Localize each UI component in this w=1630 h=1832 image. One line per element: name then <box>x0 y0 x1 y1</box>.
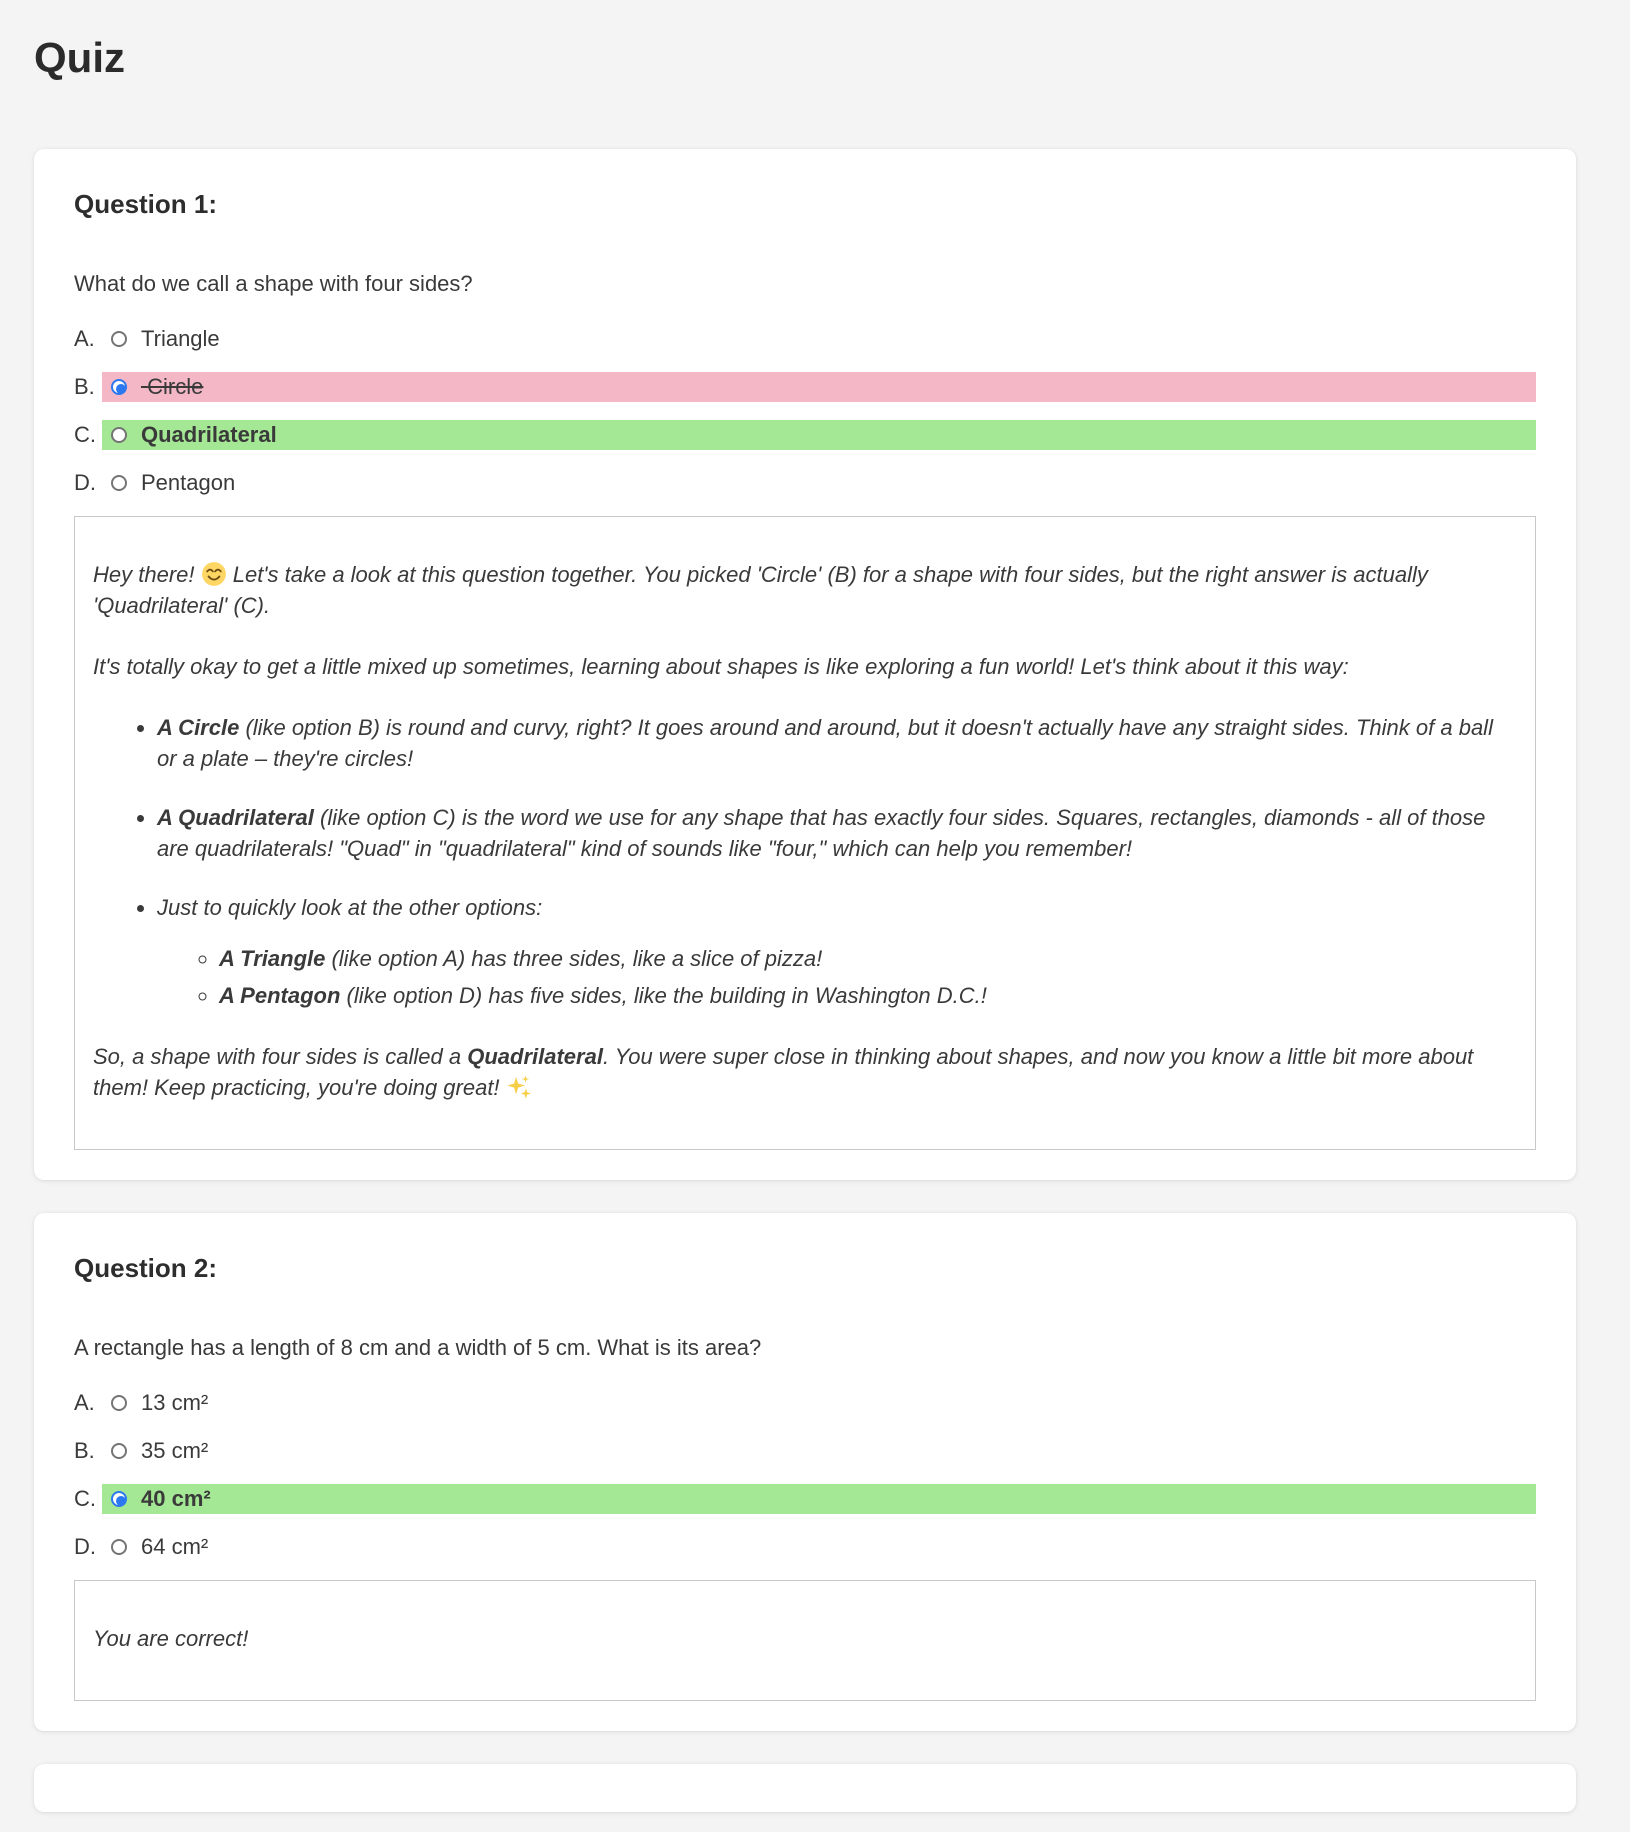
option-row <box>74 1484 1536 1514</box>
option-choice[interactable] <box>102 372 1536 402</box>
option-row <box>74 1436 1536 1466</box>
option-letter: B. <box>74 1438 95 1463</box>
option-label: Triangle <box>141 326 220 351</box>
smiling-face-emoji <box>201 562 227 587</box>
radio-button[interactable] <box>111 1443 127 1459</box>
option-label: 40 cm² <box>141 1486 211 1511</box>
option-choice[interactable] <box>102 420 1536 450</box>
question-card-partial <box>34 1764 1576 1812</box>
question-heading: Question 1: <box>74 189 218 219</box>
question-prompt: What do we call a shape with four sides? <box>74 271 473 296</box>
radio-button[interactable] <box>111 379 127 395</box>
option-choice[interactable] <box>102 468 1536 498</box>
sparkles-emoji <box>506 1075 532 1100</box>
feedback-bullet: ◦ A Pentagon (like option D) has five sides, like the building in Washington D.C.! <box>219 980 1517 1011</box>
quiz-main <box>34 149 1576 1812</box>
option-label: 35 cm² <box>141 1438 209 1463</box>
option-choice[interactable] <box>102 1484 1536 1514</box>
option-label: Quadrilateral <box>141 422 277 447</box>
options-list <box>74 324 1536 498</box>
option-row <box>74 420 1536 450</box>
radio-button[interactable] <box>111 1395 127 1411</box>
option-choice[interactable] <box>102 324 1536 354</box>
option-choice[interactable] <box>102 1532 1536 1562</box>
option-letter: C. <box>74 422 96 447</box>
question-card <box>34 149 1576 1180</box>
option-row <box>74 1388 1536 1418</box>
radio-button[interactable] <box>111 331 127 347</box>
radio-button[interactable] <box>111 475 127 491</box>
feedback-box: Hey there! Let's take a look at this question together. You picked 'Circle' (B) for a shape with four sides, but the right answer is actually 'Quadrilateral' (C). It's totally okay to get a little mixed up sometimes, learning about shapes is like exploring a fun world! Let's think about it this way: • A Circle (like option B) is round and curvy, right? It goes around and around, but it doesn't actually have any straight sides. Think of a ball or a plate – they're circles! • A Quadrilateral (like option C) is the word we use for any shape that has exactly four sides. Squares, rectangles, diamonds - all of those are quadrilaterals! "Quad" in "quadrilateral" kind of sounds like "four," which can help you remember! • Just to quickly look at the other options: ◦ A Triangle (like option A) has three sides, like a slice of pizza! ◦ A Pentagon (like option D) has five sides, like the building in Washington D.C.! So, a shape with four sides is called a Quadrilateral. You were super close in thinking about shapes, and now you know a little bit more about them! Keep practicing, you're doing great! <box>74 516 1536 1150</box>
option-label: 64 cm² <box>141 1534 209 1559</box>
option-row <box>74 324 1536 354</box>
option-letter: D. <box>74 470 96 495</box>
option-label: Pentagon <box>141 470 236 495</box>
question-heading: Question 2: <box>74 1253 218 1283</box>
feedback-bullet: • Just to quickly look at the other options: ◦ A Triangle (like option A) has three sides, like a slice of pizza! ◦ A Pentagon (like option D) has five sides, like the building in Washington D.C.! <box>157 892 1517 1011</box>
option-choice[interactable] <box>102 1388 1536 1418</box>
option-label: 13 cm² <box>141 1390 209 1415</box>
option-letter: B. <box>74 374 95 399</box>
option-letter: C. <box>74 1486 96 1511</box>
feedback-box: You are correct! <box>74 1580 1536 1701</box>
feedback-bullet: ◦ A Triangle (like option A) has three sides, like a slice of pizza! <box>219 943 1517 974</box>
option-choice[interactable] <box>102 1436 1536 1466</box>
option-letter: D. <box>74 1534 96 1559</box>
option-label: Circle <box>147 374 204 399</box>
option-letter: A. <box>74 1390 95 1415</box>
question-card <box>34 1213 1576 1731</box>
option-row <box>74 468 1536 498</box>
radio-button[interactable] <box>111 1539 127 1555</box>
options-list <box>74 1388 1536 1562</box>
feedback-bullet: • A Circle (like option B) is round and curvy, right? It goes around and around, but it doesn't actually have any straight sides. Think of a ball or a plate – they're circles! <box>157 712 1517 774</box>
option-letter: A. <box>74 326 95 351</box>
page-title: Quiz <box>34 34 125 81</box>
feedback-bullet: • A Quadrilateral (like option C) is the word we use for any shape that has exactly four sides. Squares, rectangles, diamonds - all of those are quadrilaterals! "Quad" in "quadrilateral" kind of sounds like "four," which can help you remember! <box>157 802 1517 864</box>
question-prompt: A rectangle has a length of 8 cm and a width of 5 cm. What is its area? <box>74 1335 762 1360</box>
radio-button[interactable] <box>111 1491 127 1507</box>
option-row <box>74 372 1536 402</box>
radio-button[interactable] <box>111 427 127 443</box>
option-row <box>74 1532 1536 1562</box>
